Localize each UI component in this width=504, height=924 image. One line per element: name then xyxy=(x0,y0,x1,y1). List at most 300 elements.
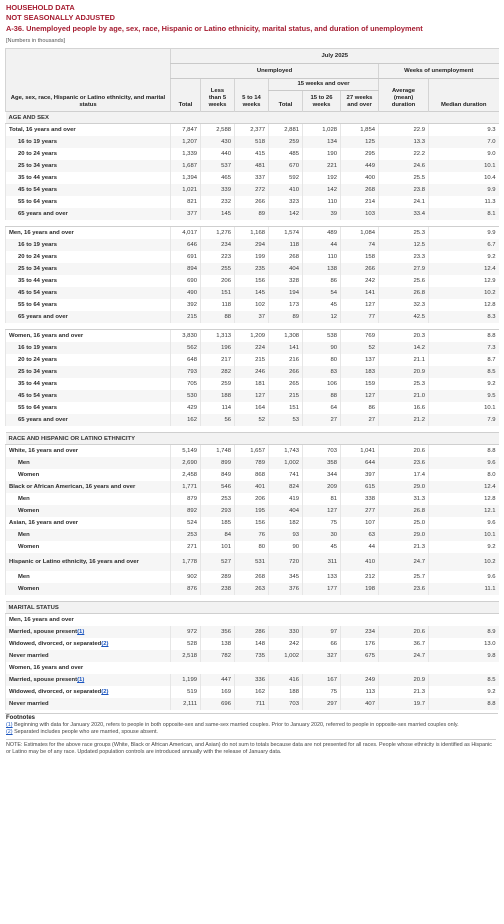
table-cell: 7.3 xyxy=(429,342,499,354)
table-cell: 824 xyxy=(269,481,303,493)
table-cell: 22.9 xyxy=(379,124,429,137)
table-row xyxy=(6,299,499,311)
col-over15: 15 weeks and over xyxy=(269,79,379,91)
table-cell: 20.3 xyxy=(379,330,429,343)
table-row xyxy=(6,493,499,505)
table-cell: 75 xyxy=(303,517,341,529)
table-cell: 268 xyxy=(341,184,379,196)
table-cell: 1,313 xyxy=(201,330,235,343)
table-cell: 1,339 xyxy=(171,148,201,160)
table-cell: 1,687 xyxy=(171,160,201,172)
table-cell: 188 xyxy=(201,390,235,402)
table-cell: 670 xyxy=(269,160,303,172)
table-row xyxy=(6,184,499,196)
table-cell: 127 xyxy=(303,505,341,517)
table-cell: 194 xyxy=(269,287,303,299)
table-cell: 295 xyxy=(341,148,379,160)
table-cell: 894 xyxy=(171,263,201,275)
row-label xyxy=(6,445,171,458)
header-line1: HOUSEHOLD DATA xyxy=(6,3,75,12)
table-cell: 17.4 xyxy=(379,469,429,481)
table-cell: 223 xyxy=(201,251,235,263)
row-label-text: Married, spouse present xyxy=(9,677,78,683)
table-cell: 271 xyxy=(171,541,201,553)
row-label xyxy=(6,342,171,354)
row-label-text: Women xyxy=(18,586,40,592)
table-cell: 297 xyxy=(303,698,341,710)
table-row xyxy=(6,196,499,208)
table-cell: 24.7 xyxy=(379,650,429,662)
table-cell: 465 xyxy=(201,172,235,184)
note-text: NOTE: Estimates for the above race groups (White, Black or African American, and Asian) do not sum to totals because data are not presented for all races. People whose ethnicity is identified as Hispanic or Latino may be of any race. Updated population controls are introduced annually with the release of January data. xyxy=(6,742,493,755)
table-cell: 377 xyxy=(171,208,201,220)
table-cell: 902 xyxy=(171,571,201,583)
table-cell: 23.8 xyxy=(379,184,429,196)
table-cell: 20.9 xyxy=(379,366,429,378)
table-cell: 1,002 xyxy=(269,650,303,662)
table-cell: 356 xyxy=(201,626,235,638)
table-cell: 524 xyxy=(171,517,201,529)
row-label xyxy=(6,457,171,469)
table-cell: 12 xyxy=(303,311,341,323)
table-cell: 10.4 xyxy=(429,172,499,184)
row-label xyxy=(6,698,171,710)
row-label-text: Men, 16 years and over xyxy=(9,617,74,623)
table-cell: 8.5 xyxy=(429,366,499,378)
row-label-text: Women xyxy=(18,544,40,550)
table-cell: 89 xyxy=(235,208,269,220)
table-cell: 266 xyxy=(341,263,379,275)
table-cell: 52 xyxy=(341,342,379,354)
table-cell: 25.3 xyxy=(379,378,429,390)
table-cell: 440 xyxy=(201,148,235,160)
table-cell: 196 xyxy=(201,342,235,354)
table-row xyxy=(6,626,499,638)
table-cell: 849 xyxy=(201,469,235,481)
row-label xyxy=(6,481,171,493)
table-cell: 9.5 xyxy=(429,390,499,402)
row-label-text: 25 to 34 years xyxy=(18,369,57,375)
row-label xyxy=(6,583,171,595)
table-cell: 821 xyxy=(171,196,201,208)
table-cell: 37 xyxy=(235,311,269,323)
table-cell: 1,276 xyxy=(201,227,235,240)
table-cell: 221 xyxy=(303,160,341,172)
row-label xyxy=(6,686,171,698)
table-cell: 88 xyxy=(201,311,235,323)
table-cell: 242 xyxy=(269,638,303,650)
table-cell: 156 xyxy=(235,517,269,529)
row-label-text: Widowed, divorced, or separated xyxy=(9,641,102,647)
table-cell: 3,830 xyxy=(171,330,201,343)
footnotes-heading: Footnotes xyxy=(6,715,35,721)
table-cell: 118 xyxy=(201,299,235,311)
row-label xyxy=(6,402,171,414)
table-cell: 21.1 xyxy=(379,354,429,366)
table-cell: 2,377 xyxy=(235,124,269,137)
row-label xyxy=(6,469,171,481)
table-cell: 592 xyxy=(269,172,303,184)
table-cell: 90 xyxy=(303,342,341,354)
row-label xyxy=(6,517,171,529)
table-cell: 868 xyxy=(235,469,269,481)
table-cell: 86 xyxy=(303,275,341,287)
row-label xyxy=(6,378,171,390)
table-cell: 675 xyxy=(341,650,379,662)
table-cell: 103 xyxy=(341,208,379,220)
table-cell: 1,168 xyxy=(235,227,269,240)
table-cell: 404 xyxy=(269,263,303,275)
table-cell: 14.2 xyxy=(379,342,429,354)
table-cell: 23.6 xyxy=(379,583,429,595)
table-cell: 224 xyxy=(235,342,269,354)
table-cell: 345 xyxy=(269,571,303,583)
table-cell: 703 xyxy=(269,698,303,710)
table-cell: 447 xyxy=(201,674,235,686)
table-cell: 410 xyxy=(269,184,303,196)
table-cell: 615 xyxy=(341,481,379,493)
table-cell: 410 xyxy=(341,553,379,571)
table-cell: 9.6 xyxy=(429,457,499,469)
table-row xyxy=(6,148,499,160)
footnote-ref-link[interactable]: (2) xyxy=(101,689,109,695)
table-cell: 16.6 xyxy=(379,402,429,414)
table-cell: 21.3 xyxy=(379,541,429,553)
table-cell: 76 xyxy=(235,529,269,541)
table-cell: 25.3 xyxy=(379,227,429,240)
row-label xyxy=(6,311,171,323)
table-cell: 176 xyxy=(341,638,379,650)
table-row xyxy=(6,662,499,674)
table-cell: 430 xyxy=(201,136,235,148)
table-cell: 133 xyxy=(303,571,341,583)
table-cell: 4,017 xyxy=(171,227,201,240)
row-label-text: 25 to 34 years xyxy=(18,163,57,169)
table-cell: 234 xyxy=(201,239,235,251)
table-cell: 246 xyxy=(235,366,269,378)
table-cell: 10.2 xyxy=(429,287,499,299)
table-cell: 84 xyxy=(201,529,235,541)
col-mean: Average (mean) duration xyxy=(379,79,429,112)
table-cell: 11.1 xyxy=(429,583,499,595)
table-row xyxy=(6,172,499,184)
col-5to14: 5 to 14 weeks xyxy=(235,79,269,112)
footnote-2-text: Separated includes people who are married, spouse absent. xyxy=(12,729,158,735)
footnote-1-link[interactable]: (1) xyxy=(6,722,13,728)
table-row xyxy=(6,208,499,220)
table-cell: 277 xyxy=(341,505,379,517)
table-cell: 44 xyxy=(303,239,341,251)
table-cell: 27 xyxy=(303,414,341,426)
table-cell: 145 xyxy=(235,287,269,299)
table-cell: 27.9 xyxy=(379,263,429,275)
table-cell: 7,847 xyxy=(171,124,201,137)
table-cell: 102 xyxy=(235,299,269,311)
table-cell: 711 xyxy=(235,698,269,710)
table-cell: 29.0 xyxy=(379,481,429,493)
table-cell: 26.8 xyxy=(379,287,429,299)
table-cell: 10.1 xyxy=(429,402,499,414)
table-cell: 518 xyxy=(235,136,269,148)
table-cell: 151 xyxy=(269,402,303,414)
table-cell: 691 xyxy=(171,251,201,263)
table-row xyxy=(6,445,499,458)
table-cell: 407 xyxy=(341,698,379,710)
row-label-text: Men xyxy=(18,574,30,580)
table-cell: 703 xyxy=(303,445,341,458)
table-cell: 148 xyxy=(235,638,269,650)
table-cell: 266 xyxy=(235,196,269,208)
table-cell: 892 xyxy=(171,505,201,517)
table-title: A-36. Unemployed people by age, sex, race, Hispanic or Latino ethnicity, marital status, and duration of unemployment xyxy=(6,24,423,33)
table-cell: 7.9 xyxy=(429,414,499,426)
table-cell: 2,458 xyxy=(171,469,201,481)
table-cell: 141 xyxy=(341,287,379,299)
table-cell: 8.8 xyxy=(429,330,499,343)
row-label-text: 16 to 19 years xyxy=(18,345,57,351)
table-cell: 289 xyxy=(201,571,235,583)
row-label xyxy=(6,674,171,686)
table-row xyxy=(6,390,499,402)
table-cell: 24.1 xyxy=(379,196,429,208)
table-cell: 23.6 xyxy=(379,457,429,469)
table-cell: 8.9 xyxy=(429,626,499,638)
table-cell: 54 xyxy=(303,287,341,299)
table-cell: 8.8 xyxy=(429,445,499,458)
table-cell: 216 xyxy=(269,354,303,366)
row-label-text: 20 to 24 years xyxy=(18,151,57,157)
row-label-text: 65 years and over xyxy=(18,314,68,320)
table-cell: 36.7 xyxy=(379,638,429,650)
table-cell: 198 xyxy=(341,583,379,595)
table-row xyxy=(6,414,499,426)
footnote-1 xyxy=(6,722,496,729)
table-cell: 2,881 xyxy=(269,124,303,137)
table-row xyxy=(6,698,499,710)
table-cell: 9.2 xyxy=(429,686,499,698)
table-cell: 392 xyxy=(171,299,201,311)
table-cell: 20.9 xyxy=(379,674,429,686)
table-cell: 735 xyxy=(235,650,269,662)
table-cell: 1,021 xyxy=(171,184,201,196)
row-label-text: 20 to 24 years xyxy=(18,254,57,260)
table-cell: 720 xyxy=(269,553,303,571)
table-cell: 45 xyxy=(303,541,341,553)
table-cell: 879 xyxy=(171,493,201,505)
row-label xyxy=(6,553,171,571)
table-cell: 6.7 xyxy=(429,239,499,251)
table-cell: 1,207 xyxy=(171,136,201,148)
table-cell: 235 xyxy=(235,263,269,275)
table-cell: 2,518 xyxy=(171,650,201,662)
table-cell: 527 xyxy=(201,553,235,571)
table-cell: 192 xyxy=(303,172,341,184)
table-cell: 242 xyxy=(341,275,379,287)
table-cell: 9.2 xyxy=(429,541,499,553)
section-header xyxy=(6,112,499,124)
row-label xyxy=(6,505,171,517)
table-cell: 25.5 xyxy=(379,172,429,184)
row-label-text: Hispanic or Latino ethnicity, 16 years and over xyxy=(9,558,139,565)
table-cell: 106 xyxy=(303,378,341,390)
footer-divider xyxy=(5,713,498,714)
table-cell: 101 xyxy=(201,541,235,553)
table-row xyxy=(6,354,499,366)
row-label-text: Women xyxy=(18,472,40,478)
table-cell: 20.6 xyxy=(379,445,429,458)
table-cell: 10.1 xyxy=(429,160,499,172)
row-label-text: Asian, 16 years and over xyxy=(9,520,79,526)
table-cell: 741 xyxy=(269,469,303,481)
table-cell: 1,209 xyxy=(235,330,269,343)
row-label xyxy=(6,366,171,378)
table-cell: 8.3 xyxy=(429,311,499,323)
table-cell: 429 xyxy=(171,402,201,414)
table-row xyxy=(6,160,499,172)
table-row xyxy=(6,227,499,240)
table-cell: 141 xyxy=(269,342,303,354)
table-cell: 519 xyxy=(171,686,201,698)
header-line2: NOT SEASONALLY ADJUSTED xyxy=(6,13,115,22)
table-cell: 339 xyxy=(201,184,235,196)
table-cell: 27 xyxy=(341,414,379,426)
table-row xyxy=(6,571,499,583)
table-cell: 769 xyxy=(341,330,379,343)
table-cell: 167 xyxy=(303,674,341,686)
table-cell: 206 xyxy=(235,493,269,505)
table-cell: 19.7 xyxy=(379,698,429,710)
data-table xyxy=(5,48,499,710)
table-cell: 89 xyxy=(269,311,303,323)
table-row xyxy=(6,553,499,571)
table-cell: 30 xyxy=(303,529,341,541)
row-label xyxy=(6,650,171,662)
table-row xyxy=(6,330,499,343)
table-cell: 286 xyxy=(235,626,269,638)
row-label-text: Widowed, divorced, or separated xyxy=(9,689,102,695)
row-label xyxy=(6,208,171,220)
table-cell: 9.2 xyxy=(429,378,499,390)
table-row xyxy=(6,638,499,650)
table-cell: 42.5 xyxy=(379,311,429,323)
table-cell: 263 xyxy=(235,583,269,595)
stub-header: Age, sex, race, Hispanic or Latino ethnicity, and marital status xyxy=(6,49,171,112)
table-cell: 44 xyxy=(341,541,379,553)
table-cell: 1,084 xyxy=(341,227,379,240)
footnote-ref-link[interactable]: (1) xyxy=(77,677,85,683)
table-row xyxy=(6,541,499,553)
table-cell: 12.8 xyxy=(429,493,499,505)
table-cell: 234 xyxy=(341,626,379,638)
table-cell: 899 xyxy=(201,457,235,469)
table-cell: 1,854 xyxy=(341,124,379,137)
table-cell: 705 xyxy=(171,378,201,390)
table-cell: 21.0 xyxy=(379,390,429,402)
table-cell: 972 xyxy=(171,626,201,638)
table-cell: 215 xyxy=(235,354,269,366)
table-cell: 344 xyxy=(303,469,341,481)
table-cell: 528 xyxy=(171,638,201,650)
table-row xyxy=(6,481,499,493)
table-cell: 7.0 xyxy=(429,136,499,148)
table-cell: 88 xyxy=(303,390,341,402)
table-cell: 107 xyxy=(341,517,379,529)
row-label-text: White, 16 years and over xyxy=(9,448,79,454)
footnote-2-link[interactable]: (2) xyxy=(6,729,13,735)
table-cell: 1,657 xyxy=(235,445,269,458)
table-cell: 12.8 xyxy=(429,299,499,311)
table-row xyxy=(6,311,499,323)
footnote-ref-link[interactable]: (1) xyxy=(77,629,85,635)
row-label xyxy=(6,614,499,627)
table-cell: 20.6 xyxy=(379,626,429,638)
row-label xyxy=(6,275,171,287)
table-cell: 338 xyxy=(341,493,379,505)
table-cell: 138 xyxy=(303,263,341,275)
row-label-text: Men xyxy=(18,496,30,502)
table-cell: 336 xyxy=(235,674,269,686)
table-cell: 531 xyxy=(235,553,269,571)
table-cell: 490 xyxy=(171,287,201,299)
table-cell: 793 xyxy=(171,366,201,378)
table-cell: 644 xyxy=(341,457,379,469)
table-cell: 293 xyxy=(201,505,235,517)
table-cell: 9.6 xyxy=(429,571,499,583)
section-header xyxy=(6,433,499,445)
table-cell: 127 xyxy=(341,299,379,311)
table-cell: 83 xyxy=(303,366,341,378)
table-cell: 537 xyxy=(201,160,235,172)
table-cell: 8.0 xyxy=(429,469,499,481)
table-cell: 8.1 xyxy=(429,208,499,220)
table-cell: 81 xyxy=(303,493,341,505)
table-cell: 177 xyxy=(303,583,341,595)
row-label xyxy=(6,136,171,148)
section-label: AGE AND SEX xyxy=(6,112,499,124)
table-cell: 127 xyxy=(341,390,379,402)
table-cell: 419 xyxy=(269,493,303,505)
table-cell: 294 xyxy=(235,239,269,251)
table-row xyxy=(6,457,499,469)
table-row xyxy=(6,263,499,275)
table-cell: 53 xyxy=(269,414,303,426)
table-cell: 32.3 xyxy=(379,299,429,311)
table-cell: 56 xyxy=(201,414,235,426)
table-cell: 125 xyxy=(341,136,379,148)
table-cell: 1,028 xyxy=(303,124,341,137)
table-cell: 255 xyxy=(201,263,235,275)
table-cell: 1,002 xyxy=(269,457,303,469)
row-label xyxy=(6,227,171,240)
table-cell: 1,394 xyxy=(171,172,201,184)
row-label-text: 65 years and over xyxy=(18,211,68,217)
table-cell: 10.2 xyxy=(429,553,499,571)
table-cell: 268 xyxy=(235,571,269,583)
row-label-text: Married, spouse present xyxy=(9,629,78,635)
table-cell: 489 xyxy=(303,227,341,240)
footnote-ref-link[interactable]: (2) xyxy=(101,641,109,647)
table-cell: 2,111 xyxy=(171,698,201,710)
table-row xyxy=(6,674,499,686)
table-cell: 21.3 xyxy=(379,686,429,698)
table-cell: 25.0 xyxy=(379,517,429,529)
row-label xyxy=(6,541,171,553)
table-cell: 215 xyxy=(171,311,201,323)
table-cell: 190 xyxy=(303,148,341,160)
table-cell: 206 xyxy=(201,275,235,287)
table-cell: 22.2 xyxy=(379,148,429,160)
footnote-1-text: Beginning with data for January 2020, refers to people in both opposite-sex and same-sex married couples. Prior to January 2020, referred to people in opposite-sex married couples only. xyxy=(12,722,459,728)
